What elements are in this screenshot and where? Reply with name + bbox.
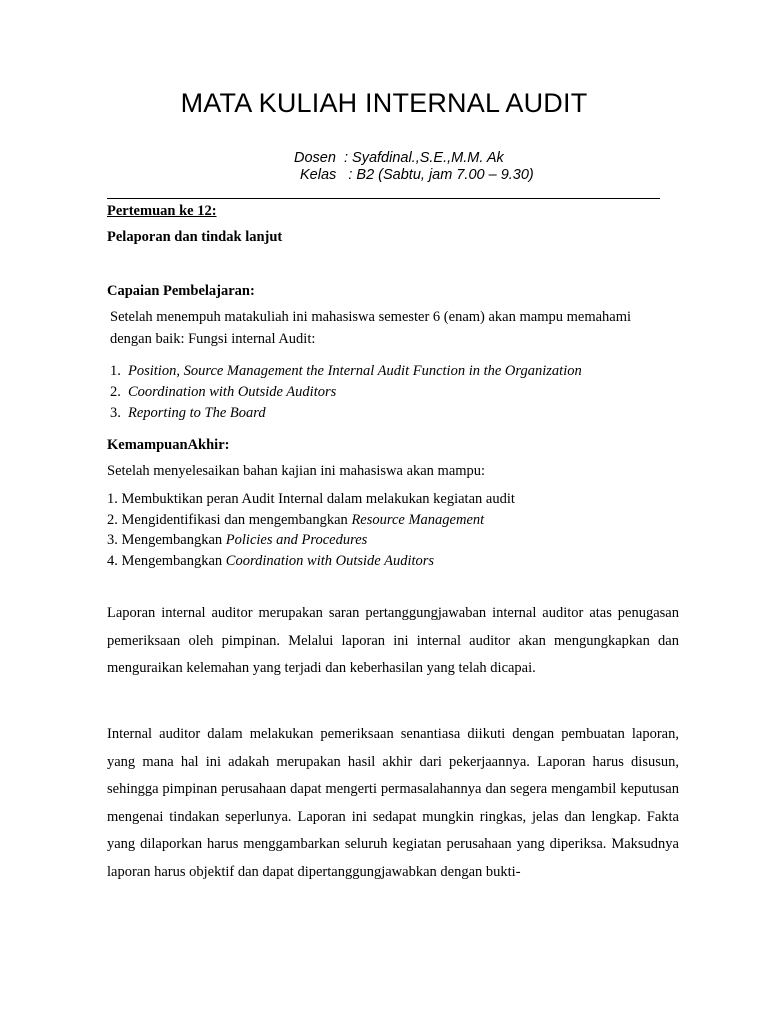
list-number: 1.	[110, 363, 121, 379]
capaian-intro-line2: dengan baik: Fungsi internal Audit:	[110, 331, 316, 347]
list-number: 2.	[110, 384, 121, 400]
body-paragraph: Internal auditor dalam melakukan pemeriksaan senantiasa diikuti dengan pembuatan laporan, yang mana hal ini adakah merupakan hasil akhir dari pekerjaannya. Laporan harus disusun, sehingga pimpinan perusahaan dapat mengerti permasalahannya dan segera mengambil keputusan mengenai tindakan seperlunya. Laporan ini sedapat mungkin ringkas, jelas dan lengkap. Fakta yang dilaporkan harus menggambarkan seluruh kegiatan perusahaan yang diperiksa. Maksudnya laporan harus objektif dan dapat dipertanggungjawabkan dengan bukti-	[107, 726, 679, 880]
kemampuan-list-item	[107, 553, 434, 570]
capaian-list-item	[110, 384, 336, 401]
meeting-label: Pertemuan ke 12:	[107, 203, 217, 219]
lecturer-line: Dosen : Syafdinal.,S.E.,M.M. Ak	[294, 150, 504, 166]
kemampuan-list-item	[107, 491, 515, 508]
kemampuan-list-item	[107, 532, 367, 549]
list-text: 4. Mengembangkan	[107, 553, 226, 569]
list-text: Coordination with Outside Auditors	[128, 384, 337, 400]
capaian-list-item	[110, 363, 582, 380]
header-divider	[107, 198, 660, 199]
kemampuan-list-item	[107, 512, 484, 529]
list-text-italic: Resource Management	[351, 512, 485, 528]
list-number: 3.	[110, 405, 121, 421]
kemampuan-intro: Setelah menyelesaikan bahan kajian ini mahasiswa akan mampu:	[107, 463, 486, 479]
document-title: MATA KULIAH INTERNAL AUDIT	[180, 88, 588, 118]
body-paragraph: Laporan internal auditor merupakan saran pertanggungjawaban internal auditor atas penugasan pemeriksaan oleh pimpinan. Melalui laporan ini internal auditor akan mengungkapkan dan menguraikan kelemahan yang terjadi dan keberhasilan yang telah dicapai.	[107, 605, 679, 676]
list-text: Position, Source Management the Internal Audit Function in the Organization	[128, 363, 582, 379]
meeting-topic: Pelaporan dan tindak lanjut	[107, 229, 283, 245]
kemampuan-heading: KemampuanAkhir:	[107, 437, 230, 453]
list-text: 1. Membuktikan peran Audit Internal dalam melakukan kegiatan audit	[107, 491, 515, 507]
capaian-heading: Capaian Pembelajaran:	[107, 283, 255, 299]
list-text-italic: Coordination with Outside Auditors	[225, 553, 435, 569]
list-text: 2. Mengidentifikasi dan mengembangkan	[107, 512, 352, 528]
list-text: Reporting to The Board	[128, 405, 266, 421]
list-text: 3. Mengembangkan	[107, 532, 226, 548]
capaian-intro-line1: Setelah menempuh matakuliah ini mahasiswa semester 6 (enam) akan mampu memahami	[110, 309, 632, 325]
capaian-list-item	[110, 405, 266, 422]
class-line: Kelas : B2 (Sabtu, jam 7.00 – 9.30)	[300, 167, 534, 183]
list-text-italic: Policies and Procedures	[225, 532, 368, 548]
